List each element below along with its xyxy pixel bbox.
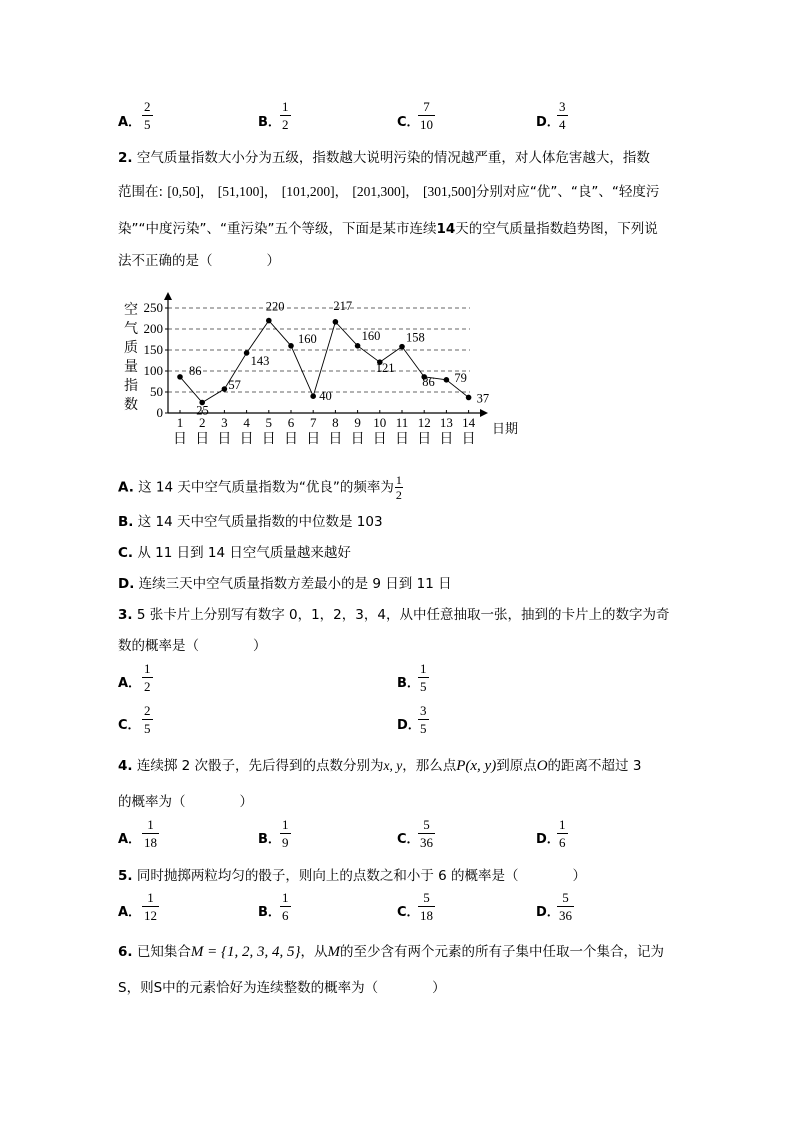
q4-option-b-fraction: $\frac{1}{9}$ (282, 817, 289, 850)
q1-option-c-fraction: $\frac{7}{10}$ (420, 99, 433, 132)
x-axis-arrow (480, 409, 488, 417)
y-axis-label-char: 空 (124, 303, 138, 318)
interval-sep: ， (263, 184, 278, 200)
q5-option-a-label: A． (118, 905, 142, 920)
y-tick-label: 0 (156, 405, 163, 420)
data-point (444, 377, 450, 383)
y-axis-label-char: 数 (124, 398, 138, 413)
x-tick-label: 5 (265, 415, 273, 430)
q4-line-2 (118, 790, 253, 810)
data-label: 86 (189, 363, 202, 378)
q5-number: 5. (118, 868, 133, 884)
q3-stem-2-close: ） (253, 638, 267, 654)
q1-option-a-label: A． (118, 115, 142, 130)
q2-range-suffix: 分别对应“优”、“良”、“轻度污 (475, 184, 660, 200)
x-tick-unit: 日 (461, 432, 476, 447)
q4-option-b-label: B． (258, 832, 281, 847)
x-tick-unit: 日 (217, 432, 232, 447)
q2-option-c (118, 541, 351, 561)
x-tick-label: 3 (221, 415, 228, 430)
q2-option-b-text: 这 14 天中空气质量指数的中位数是 103 (137, 514, 383, 530)
q6-line-1 (118, 940, 664, 961)
q2-option-b-label: B. (118, 514, 134, 530)
x-tick-unit: 日 (417, 432, 432, 447)
x-tick-unit: 日 (306, 432, 321, 447)
q3-line-1 (118, 603, 669, 623)
data-point (244, 350, 250, 356)
q2-line-3 (118, 217, 658, 237)
q6-m: M (327, 944, 340, 960)
data-point (266, 318, 272, 324)
q2-line-1 (118, 146, 650, 166)
q5-option-a-fraction: $\frac{1}{12}$ (144, 890, 157, 923)
q6-set-m: M = {1, 2, 3, 4, 5} (190, 944, 301, 960)
q1-option-c-label: C． (397, 115, 420, 130)
q3-line-2 (118, 634, 267, 654)
q4-option-a-label: A． (118, 832, 142, 847)
x-tick-label: 1 (176, 415, 184, 430)
q3-option-d-label: D． (397, 718, 421, 733)
q6-stem-1a: 已知集合 (136, 944, 191, 960)
q5-option-b-label: B． (258, 905, 281, 920)
y-tick-label: 150 (143, 342, 163, 357)
q2-number: 2. (118, 150, 133, 166)
interval-sep: ， (405, 184, 419, 200)
q3-option-d-fraction: $\frac{3}{5}$ (420, 703, 427, 736)
x-tick-label: 12 (417, 415, 431, 430)
q4-point: P(x, y) (456, 758, 497, 774)
q4-stem-1b: ，那么点 (402, 758, 457, 774)
q2-option-a (118, 474, 404, 501)
data-label: 160 (361, 328, 381, 343)
q2-stem-4: 法不正确的是（ (118, 253, 213, 269)
x-tick-unit: 日 (195, 432, 210, 447)
y-tick-label: 250 (143, 300, 163, 315)
x-tick-unit: 日 (173, 432, 187, 447)
x-axis-label: 日期 (492, 421, 519, 436)
q3-stem-2: 数的概率是（ (118, 638, 199, 654)
data-point (333, 319, 339, 325)
q3-option-c-label: C． (118, 718, 141, 733)
q4-vars: x, y (383, 758, 403, 773)
interval-3: [101,200] (281, 184, 335, 199)
data-label: 37 (476, 391, 490, 406)
q4-option-a-fraction: $\frac{1}{18}$ (144, 817, 157, 850)
interval-4: [201,300] (352, 184, 406, 199)
q2-option-b (118, 510, 383, 530)
data-label: 143 (250, 353, 270, 368)
x-tick-unit: 日 (328, 432, 343, 447)
q1-option-d-fraction: $\frac{3}{4}$ (559, 99, 566, 132)
q2-range-prefix: 范围在: (118, 184, 164, 200)
q2-option-a-fraction: $\frac{1}{2}$ (395, 473, 402, 502)
q1-option-d-label: D． (536, 115, 560, 130)
x-tick-label: 13 (439, 415, 453, 430)
q2-stem-3c: 天的空气质量指数趋势图，下列说 (455, 221, 658, 237)
q4-option-d-fraction: $\frac{1}{6}$ (559, 817, 566, 850)
x-tick-unit: 日 (395, 432, 409, 447)
x-tick-label: 14 (462, 415, 476, 430)
x-tick-label: 9 (354, 415, 361, 430)
q5-stem-1: 同时抛掷两粒均匀的骰子，则向上的点数之和小于 6 的概率是（ (136, 868, 519, 884)
x-tick-label: 8 (332, 415, 339, 430)
x-tick-label: 6 (287, 415, 295, 430)
q6-stem-1c: 的至少含有两个元素的所有子集中任取一个集合，记为 (339, 944, 664, 960)
interval-2: [51,100] (217, 184, 264, 199)
q2-option-c-label: C. (118, 545, 134, 561)
data-label: 79 (454, 370, 467, 385)
q2-option-d (118, 572, 452, 592)
data-label: 158 (406, 330, 425, 345)
q2-stem-4-close: ） (266, 253, 280, 269)
y-axis-arrow (164, 292, 172, 300)
q5-stem-1-close: ） (572, 868, 586, 884)
q5-option-c-fraction: $\frac{5}{18}$ (420, 890, 433, 923)
y-tick-label: 50 (150, 384, 163, 399)
q4-number: 4. (118, 758, 133, 774)
x-tick-label: 2 (198, 415, 206, 430)
interval-sep: ， (334, 184, 349, 200)
q4-stem-2-close: ） (239, 794, 253, 810)
x-tick-label: 4 (243, 415, 250, 430)
q2-days-count: 14 (436, 221, 456, 237)
q1-option-a-fraction: $\frac{2}{5}$ (144, 99, 151, 132)
q1-option-b-fraction: $\frac{1}{2}$ (282, 99, 289, 132)
q4-stem-1d: 的距离不超过 3 (547, 758, 642, 774)
q3-stem-1: 5 张卡片上分别写有数字 0，1，2，3，4，从中任意抽取一张，抽到的卡片上的数字为奇 (136, 607, 670, 623)
q2-stem-line-1: 空气质量指数大小分为五级，指数越大说明污染的情况越严重，对人体危害越大，指数 (136, 150, 650, 166)
interval-5: [301,500] (423, 184, 476, 199)
x-tick-unit: 日 (261, 432, 276, 447)
data-point (288, 343, 294, 349)
y-axis-label-char: 质 (124, 341, 138, 356)
data-label: 86 (422, 374, 435, 389)
chart-data-labels (189, 299, 489, 418)
y-tick-label: 200 (143, 321, 163, 336)
data-point (222, 386, 228, 392)
q6-stem-2-close: ） (432, 980, 446, 996)
q6-stem-1b: ，从 (300, 944, 328, 960)
q4-stem-2: 的概率为（ (118, 794, 186, 810)
q2-option-c-text: 从 11 日到 14 日空气质量越来越好 (137, 545, 351, 561)
q6-stem-2: S，则S中的元素恰好为连续整数的概率为（ (118, 980, 379, 996)
y-tick-labels (144, 300, 169, 420)
interval-1: [0,50] (167, 184, 200, 199)
q3-option-b-fraction: $\frac{1}{5}$ (420, 661, 427, 694)
q2-line-2 (118, 180, 659, 200)
data-label: 40 (319, 389, 332, 404)
data-point (177, 374, 183, 380)
x-tick-unit: 日 (239, 432, 254, 447)
q2-stem-3a: 染”“中度污染”、“重污染”五个等级，下面是某市连续 (118, 221, 437, 237)
q3-option-a-fraction: $\frac{1}{2}$ (144, 661, 151, 694)
interval-sep: ， (199, 184, 214, 200)
x-tick-labels (173, 410, 476, 447)
x-tick-unit: 日 (284, 432, 298, 447)
data-point (466, 395, 472, 401)
x-tick-label: 10 (373, 415, 387, 430)
data-label: 121 (375, 361, 395, 376)
data-label: 160 (298, 331, 317, 346)
aqi-line-chart (118, 288, 528, 448)
q4-option-d-label: D． (536, 832, 560, 847)
x-tick-unit: 日 (372, 432, 387, 447)
data-label: 220 (265, 299, 285, 314)
q2-option-a-label: A. (118, 479, 134, 496)
q4-stem-1a: 连续掷 2 次骰子，先后得到的点数分别为 (136, 758, 384, 774)
q5-line-1 (118, 864, 586, 884)
q1-option-b-label: B． (258, 115, 281, 130)
q3-number: 3. (118, 607, 133, 623)
q3-option-b-label: B． (397, 676, 420, 691)
data-label: 57 (228, 378, 241, 393)
q4-option-c-label: C． (397, 832, 420, 847)
y-axis-label-char: 量 (124, 360, 138, 375)
x-tick-label: 11 (395, 415, 409, 430)
y-tick-label: 100 (143, 363, 163, 378)
q5-option-d-label: D． (536, 905, 560, 920)
x-tick-unit: 日 (439, 432, 454, 447)
q2-option-d-label: D. (118, 576, 135, 592)
data-point (310, 393, 316, 399)
q3-option-c-fraction: $\frac{2}{5}$ (144, 703, 151, 736)
q6-line-2 (118, 976, 446, 996)
q4-option-c-fraction: $\frac{5}{36}$ (420, 817, 433, 850)
y-axis-label-char: 气 (124, 322, 138, 337)
x-tick-label: 7 (309, 415, 317, 430)
data-label: 217 (333, 298, 353, 313)
q6-number: 6. (118, 944, 133, 960)
data-point (355, 343, 361, 349)
q2-line-4 (118, 249, 280, 269)
q2-option-d-text: 连续三天中空气质量指数方差最小的是 9 日到 11 日 (138, 576, 452, 592)
q4-line-1 (118, 754, 641, 775)
q5-option-c-label: C． (397, 905, 420, 920)
q4-stem-1c: 到原点 (496, 758, 537, 774)
data-label: 25 (196, 403, 209, 418)
q5-option-d-fraction: $\frac{5}{36}$ (559, 890, 572, 923)
q2-option-a-text: 这 14 天中空气质量指数为“优良”的频率为 (138, 479, 394, 496)
q4-origin: O (536, 758, 548, 774)
y-axis-label-char: 指 (124, 379, 138, 394)
data-point (399, 344, 405, 350)
q3-option-a-label: A． (118, 676, 142, 691)
y-axis-label (124, 301, 138, 413)
x-tick-unit: 日 (350, 432, 365, 447)
q5-option-b-fraction: $\frac{1}{6}$ (282, 890, 289, 923)
